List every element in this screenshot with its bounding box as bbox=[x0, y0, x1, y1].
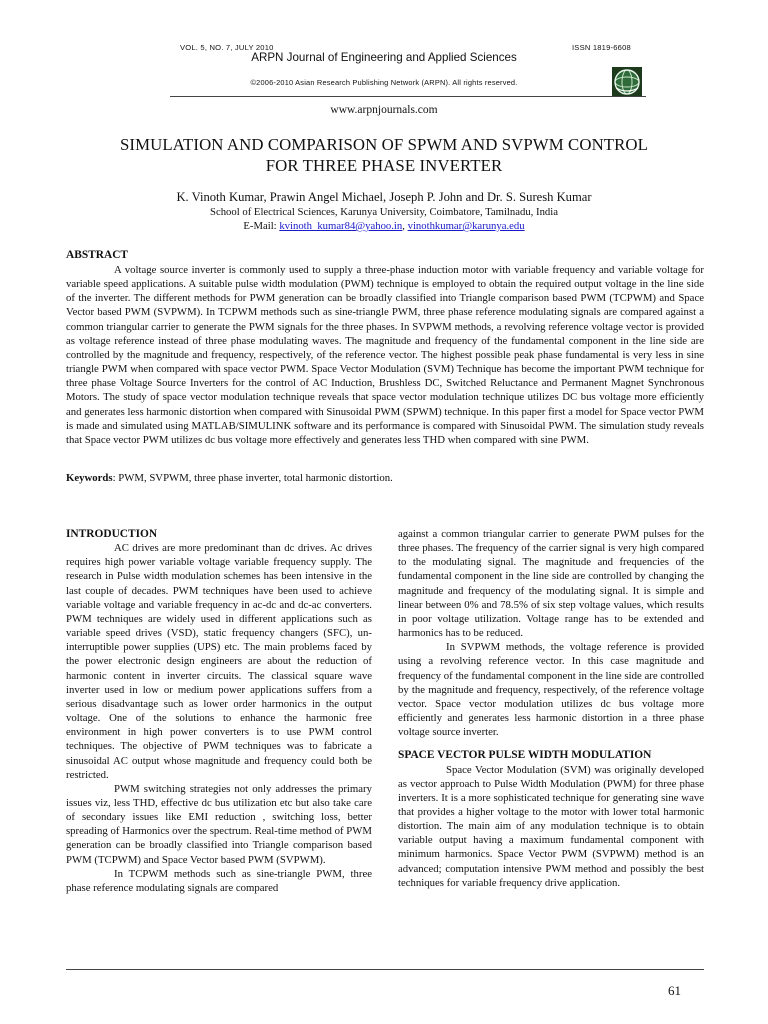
footer-rule bbox=[66, 969, 704, 970]
title-line-1: SIMULATION AND COMPARISON OF SPWM AND SVPWM CONTROL bbox=[119, 135, 649, 154]
keywords-text: : PWM, SVPWM, three phase inverter, total harmonic distortion. bbox=[112, 472, 393, 484]
svpwm-paragraph-1: Space Vector Modulation (SVM) was originally developed as vector approach to Pulse Width Modulation (PWM) for three phase inverters. It is a more sophisticated technique for generating sine wave that provides a higher voltage to the motor with lower total harmonic distortion. The main aim of any modulation technique is to obtain variable output having a maximum fundamental component with minimum harmonics. Space Vector PWM (SVPWM) method is an advanced; computation intensive PWM method and possibly the best techniques for variable frequency drive application. bbox=[398, 763, 704, 889]
email-line bbox=[0, 220, 768, 232]
copyright: ©2006-2010 Asian Research Publishing Network (ARPN). All rights reserved. bbox=[250, 78, 518, 87]
email-link-1[interactable]: kvinoth_kumar84@yahoo.in bbox=[279, 220, 403, 232]
keywords bbox=[66, 471, 704, 485]
email-link-2[interactable]: vinothkumar@karunya.edu bbox=[407, 220, 525, 232]
volume-info: VOL. 5, NO. 7, JULY 2010 bbox=[180, 43, 274, 52]
intro-paragraph-2: PWM switching strategies not only addresses the primary issues viz, less THD, effective dc bus utilization etc but also take care of secondary issues like EMI reduction , switching loss, better spreading of Harmonics over the spectrum. Real-time method of PWM generation can be broadly classified into Triangle comparison based PWM (TCPWM) and Space Vector based PWM (SVPWM). bbox=[66, 782, 372, 866]
title-line-2: FOR THREE PHASE INVERTER bbox=[265, 156, 503, 175]
svpwm-heading: SPACE VECTOR PULSE WIDTH MODULATION bbox=[398, 749, 652, 762]
right-column bbox=[398, 527, 704, 890]
abstract-heading: ABSTRACT bbox=[66, 249, 129, 261]
abstract-body bbox=[66, 263, 704, 447]
issn: ISSN 1819-6608 bbox=[572, 43, 631, 52]
keywords-label: Keywords bbox=[66, 472, 113, 484]
journal-name: ARPN Journal of Engineering and Applied Sciences bbox=[251, 51, 517, 64]
abstract-text: A voltage source inverter is commonly used to supply a three-phase induction motor with variable frequency and variable voltage for variable speed applications. A suitable pulse width modulation (PWM) technique is employed to obtain the required output voltage in the line side of the inverter. The different methods for PWM generation can be broadly classified into Triangle comparison based PWM (TCPWM) and Space Vector based PWM (SVPWM). In TCPWM methods such as sine-triangle PWM, three phase reference modulating signals are compared against a common triangular carrier to generate the PWM signals for the three phases. In SVPWM methods, a revolving reference voltage vector is provided as voltage reference instead of three phase modulating waves. The magnitude and frequency of the fundamental component in the line side are controlled by the magnitude and frequency, respectively, of the reference vector. The highest possible peak phase fundamental is very less in sine triangle PWM when compared with space vector PWM. Space Vector Modulation (SVM) Technique has become the important PWM technique for three phase Voltage Source Inverters for the control of AC Induction, Brushless DC, Switched Reluctance and Permanent Magnet Synchronous Motors. The study of space vector modulation technique reveals that space vector modulation technique utilizes DC bus voltage more efficiently and generates less harmonic distortion when compared with Sinusoidal PWM (SPWM) technique. In this paper first a model for Space vector PWM is made and simulated using MATLAB/SIMULINK software and its performance is compared with Sinusoidal PWM. The simulation study reveals that Space vector PWM utilizes dc bus voltage more effectively and generates less THD when compared with sine PWM. bbox=[66, 264, 704, 446]
left-column bbox=[66, 527, 372, 895]
page-number: 61 bbox=[668, 983, 681, 998]
affiliation: School of Electrical Sciences, Karunya University, Coimbatore, Tamilnadu, India bbox=[210, 206, 558, 218]
journal-website[interactable]: www.arpnjournals.com bbox=[330, 104, 438, 116]
col2-paragraph-1: against a common triangular carrier to generate PWM pulses for the three phases. The frequency of the carrier signal is very high compared to the modulating signal. The magnitude and frequencies of the fundamental component in the line side are controlled by changing the magnitude and frequency of the modulating signal. It is simple and linear between 0% and 78.5% of six step voltage values, which results in poor voltage utilization. Voltage range has to be extended and harmonics has to be reduced. bbox=[398, 528, 704, 640]
arpn-globe-logo-icon bbox=[612, 67, 642, 97]
authors: K. Vinoth Kumar, Prawin Angel Michael, Joseph P. John and Dr. S. Suresh Kumar bbox=[176, 190, 592, 204]
intro-paragraph-3: In TCPWM methods such as sine-triangle PWM, three phase reference modulating signals are compared bbox=[66, 867, 372, 894]
intro-paragraph-1: AC drives are more predominant than dc drives. Ac drives requires high power variable voltage variable frequency supply. The research in Pulse width modulation schemes has been intensive in the last couple of decades. PWM techniques have been used to achieve variable voltage and variable frequency in ac-dc and dc-ac converters. PWM techniques are widely used in different applications such as variable speed drives (VSD), static frequency changers (SFC), un-interruptible power supplies (UPS) etc. The main problems faced by the power electronic design engineers are about the reduction of harmonic content in inverter circuits. The classical square wave inverter used in low or medium power applications suffers from a serious disadvantage such as lower order harmonics in the output voltage. One of the solutions to enhance the harmonic free environment in high power converters is to use PWM control techniques. The objective of PWM techniques was to fabricate a sinusoidal AC output whose magnitude and frequency could both be restricted. bbox=[66, 542, 372, 781]
email-separator: , bbox=[402, 220, 405, 232]
email-label: E-Mail: bbox=[243, 220, 277, 232]
introduction-heading: INTRODUCTION bbox=[66, 528, 158, 540]
paper-title bbox=[60, 134, 708, 176]
header-rule bbox=[170, 96, 646, 97]
col2-paragraph-2: In SVPWM methods, the voltage reference is provided using a revolving reference vector. In this case magnitude and frequency of the fundamental component in the line side are controlled by the magnitude and frequency, respectively, of the reference voltage vector. Space vector modulation utilizes dc bus voltage more efficiently and generates less harmonic distortion in a three phase voltage source inverter. bbox=[398, 641, 704, 739]
